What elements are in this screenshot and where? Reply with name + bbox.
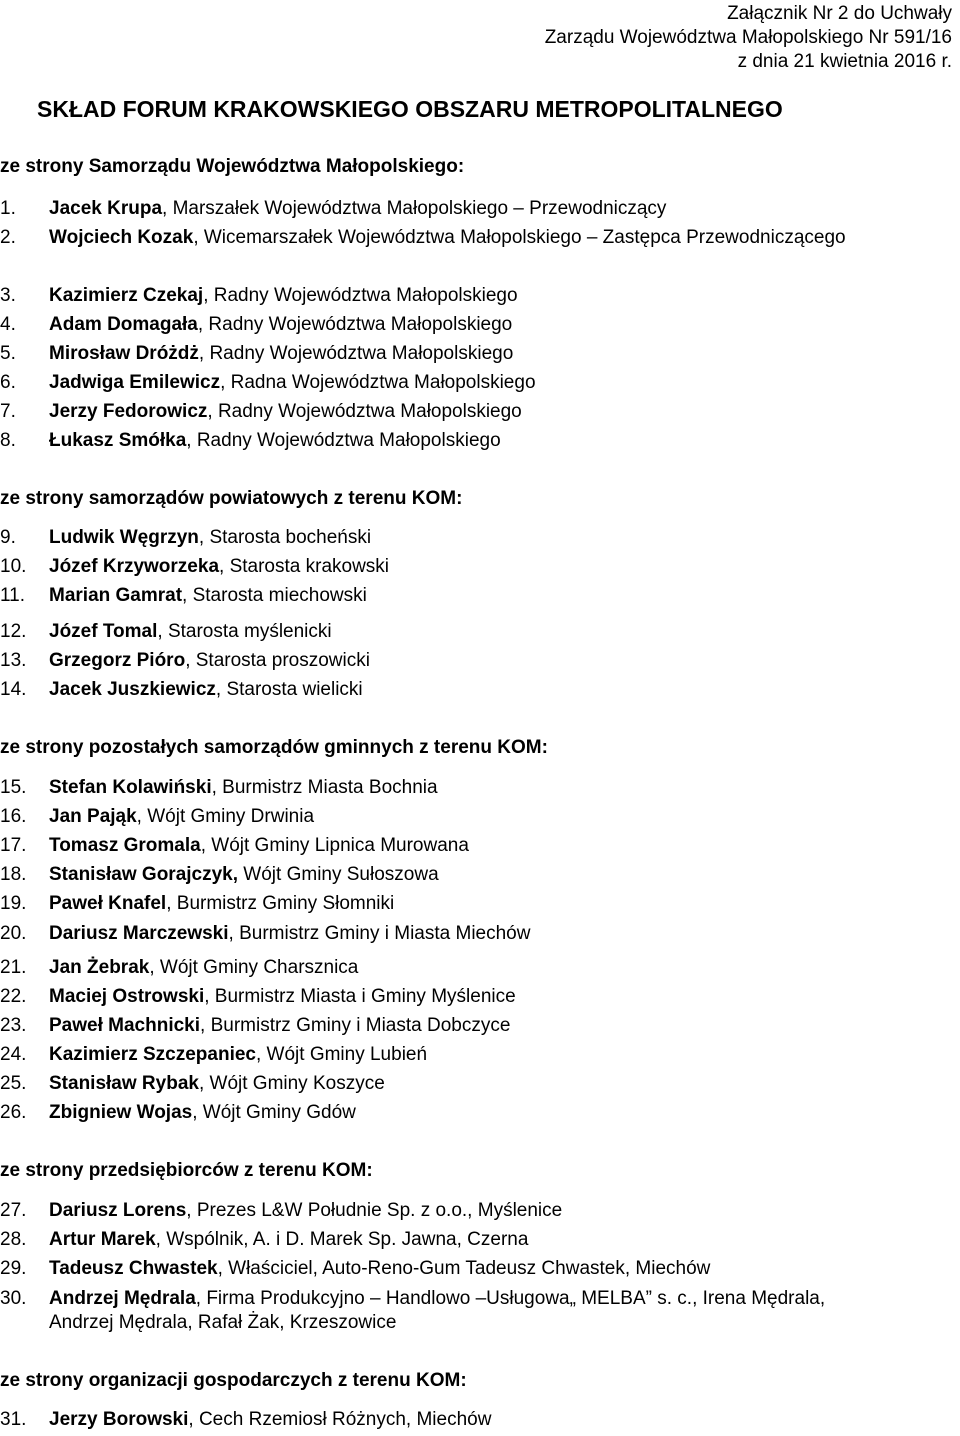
member-name: Jan Żebrak <box>49 957 150 978</box>
item-number: 22. <box>0 986 27 1007</box>
item-number: 20. <box>0 923 27 944</box>
list-item <box>0 342 513 366</box>
member-name: Jan Pająk <box>49 806 137 827</box>
member-name: Jerzy Borowski <box>49 1409 189 1430</box>
member-role: , Wójt Gminy Lubień <box>255 1044 428 1065</box>
item-number: 30. <box>0 1288 27 1309</box>
list-item <box>0 620 332 644</box>
item-number: 16. <box>0 806 27 827</box>
member-role: , Wójt Gminy Lipnica Murowana <box>200 835 469 856</box>
list-item <box>0 1199 562 1223</box>
member-role: , Starosta proszowicki <box>185 650 370 671</box>
list-item <box>0 863 439 887</box>
member-name: Paweł Machnicki <box>49 1015 201 1036</box>
member-name: Łukasz Smółka <box>49 430 187 451</box>
member-role: , Starosta miechowski <box>182 585 367 606</box>
member-name: Jacek Krupa <box>49 198 163 219</box>
header-line-3: z dnia 21 kwietnia 2016 r. <box>737 51 952 72</box>
member-name: Paweł Knafel <box>49 893 167 914</box>
item-number: 26. <box>0 1102 27 1123</box>
list-item <box>0 226 846 250</box>
member-role: , Burmistrz Miasta i Gminy Myślenice <box>204 986 516 1007</box>
list-item <box>0 678 363 702</box>
member-role: , Starosta wielicki <box>215 679 363 700</box>
section-heading: ze strony Samorządu Województwa Małopolskiego: <box>0 156 465 177</box>
item-number: 21. <box>0 957 27 978</box>
list-item <box>0 400 522 424</box>
section-heading: ze strony przedsiębiorców z terenu KOM: <box>0 1160 373 1181</box>
member-name: Kazimierz Czekaj <box>49 285 204 306</box>
item-number: 13. <box>0 650 27 671</box>
member-role: , Burmistrz Miasta Bochnia <box>211 777 438 798</box>
page-title: SKŁAD FORUM KRAKOWSKIEGO OBSZARU METROPOLITALNEGO <box>37 96 783 122</box>
member-role: Wójt Gminy Sułoszowa <box>238 864 439 885</box>
member-role: , Burmistrz Gminy Słomniki <box>166 893 395 914</box>
member-name: Józef Tomal <box>49 621 158 642</box>
list-item <box>0 1257 710 1281</box>
member-role: , Radna Województwa Małopolskiego <box>220 372 536 393</box>
member-role: , Wójt Gminy Gdów <box>192 1102 356 1123</box>
list-item <box>0 834 469 858</box>
member-role: , Wójt Gminy Koszyce <box>198 1073 385 1094</box>
member-role: , Radny Województwa Małopolskiego <box>186 430 501 451</box>
item-number: 12. <box>0 621 27 642</box>
member-role: , Marszałek Województwa Małopolskiego – Przewodniczący <box>162 198 667 219</box>
member-name: Maciej Ostrowski <box>49 986 205 1007</box>
section-heading: ze strony samorządów powiatowych z terenu KOM: <box>0 488 463 509</box>
header-line-2: Zarządu Województwa Małopolskiego Nr 591/16 <box>544 27 952 48</box>
item-number: 25. <box>0 1073 27 1094</box>
member-role: , Wójt Gminy Drwinia <box>136 806 315 827</box>
list-item <box>0 197 666 221</box>
list-item <box>0 555 389 579</box>
member-role: , Radny Województwa Małopolskiego <box>198 343 514 364</box>
list-item <box>0 584 367 608</box>
item-number: 8. <box>0 430 16 451</box>
item-number: 31. <box>0 1409 27 1430</box>
member-name: Dariusz Marczewski <box>49 923 229 944</box>
member-name: Dariusz Lorens <box>49 1200 187 1221</box>
member-role: , Radny Województwa Małopolskiego <box>203 285 518 306</box>
list-item <box>0 956 358 980</box>
member-role: , Wójt Gminy Charsznica <box>149 957 359 978</box>
list-item <box>0 805 314 829</box>
item-number: 7. <box>0 401 16 422</box>
item-number: 28. <box>0 1229 27 1250</box>
member-name: Andrzej Mędrala <box>49 1288 196 1309</box>
section-heading: ze strony organizacji gospodarczych z terenu KOM: <box>0 1370 467 1391</box>
member-name: Józef Krzyworzeka <box>49 556 220 577</box>
member-role: , Burmistrz Gminy i Miasta Miechów <box>228 923 531 944</box>
member-role: , Starosta bocheński <box>198 527 372 548</box>
member-name: Adam Domagała <box>49 314 198 335</box>
list-item <box>0 1408 491 1432</box>
member-role: , Wspólnik, A. i D. Marek Sp. Jawna, Czerna <box>155 1229 529 1250</box>
member-role: , Prezes L&W Południe Sp. z o.o., Myślenice <box>186 1200 563 1221</box>
member-role: , Starosta krakowski <box>219 556 390 577</box>
member-role: , Firma Produkcyjno – Handlowo –Usługowa„ MELBA” s. c., Irena Mędrala, <box>195 1288 826 1309</box>
item-number: 14. <box>0 679 27 700</box>
member-name: Grzegorz Pióro <box>49 650 186 671</box>
member-role: , Starosta myślenicki <box>157 621 332 642</box>
item-number: 27. <box>0 1200 27 1221</box>
member-name: Jacek Juszkiewicz <box>49 679 216 700</box>
list-item <box>0 1014 510 1038</box>
header-line-1: Załącznik Nr 2 do Uchwały <box>727 3 952 24</box>
item-number: 2. <box>0 227 16 248</box>
list-item <box>0 1043 427 1067</box>
item-number: 15. <box>0 777 27 798</box>
member-role: , Wicemarszałek Województwa Małopolskiego – Zastępca Przewodniczącego <box>193 227 846 248</box>
item-number: 6. <box>0 372 16 393</box>
member-name: Tomasz Gromala <box>49 835 201 856</box>
item-number: 23. <box>0 1015 27 1036</box>
list-item <box>0 284 518 308</box>
member-name: Marian Gamrat <box>49 585 183 606</box>
item-number: 18. <box>0 864 27 885</box>
list-item <box>0 1072 385 1096</box>
member-name: Zbigniew Wojas <box>49 1102 193 1123</box>
item-number: 10. <box>0 556 27 577</box>
member-name: Wojciech Kozak <box>49 227 194 248</box>
list-item <box>0 1228 528 1252</box>
member-name: Jadwiga Emilewicz <box>49 372 221 393</box>
list-item <box>0 371 536 395</box>
item-number: 4. <box>0 314 16 335</box>
list-item <box>0 526 371 550</box>
member-name: Jerzy Fedorowicz <box>49 401 208 422</box>
item-number: 24. <box>0 1044 27 1065</box>
member-role: , Właściciel, Auto-Reno-Gum Tadeusz Chwastek, Miechów <box>217 1258 711 1279</box>
list-item <box>0 922 530 946</box>
list-item <box>0 1101 356 1125</box>
item-number: 9. <box>0 527 16 548</box>
item-number: 5. <box>0 343 16 364</box>
list-item <box>0 313 512 337</box>
item-number: 17. <box>0 835 27 856</box>
document-header <box>545 2 952 74</box>
member-name: Ludwik Węgrzyn <box>49 527 199 548</box>
member-name: Stanisław Gorajczyk, <box>49 864 239 885</box>
list-item-continuation: Andrzej Mędrala, Rafał Żak, Krzeszowice <box>49 1312 397 1333</box>
list-item <box>0 776 438 800</box>
item-number: 29. <box>0 1258 27 1279</box>
list-item <box>0 649 370 673</box>
item-number: 11. <box>0 585 26 606</box>
member-role: , Cech Rzemiosł Różnych, Miechów <box>188 1409 492 1430</box>
member-name: Tadeusz Chwastek <box>49 1258 218 1279</box>
member-name: Mirosław Dróżdż <box>49 343 199 364</box>
member-name: Kazimierz Szczepaniec <box>49 1044 256 1065</box>
list-item <box>0 429 501 453</box>
list-item <box>0 985 516 1009</box>
member-name: Artur Marek <box>49 1229 156 1250</box>
member-name: Stefan Kolawiński <box>49 777 212 798</box>
member-role: , Burmistrz Gminy i Miasta Dobczyce <box>200 1015 511 1036</box>
list-item <box>0 892 394 916</box>
section-heading: ze strony pozostałych samorządów gminnych z terenu KOM: <box>0 737 548 758</box>
list-item <box>0 1287 825 1311</box>
member-name: Stanisław Rybak <box>49 1073 199 1094</box>
member-role: , Radny Województwa Małopolskiego <box>207 401 522 422</box>
item-number: 1. <box>0 198 16 219</box>
item-number: 19. <box>0 893 27 914</box>
member-role: , Radny Województwa Małopolskiego <box>197 314 513 335</box>
item-number: 3. <box>0 285 16 306</box>
